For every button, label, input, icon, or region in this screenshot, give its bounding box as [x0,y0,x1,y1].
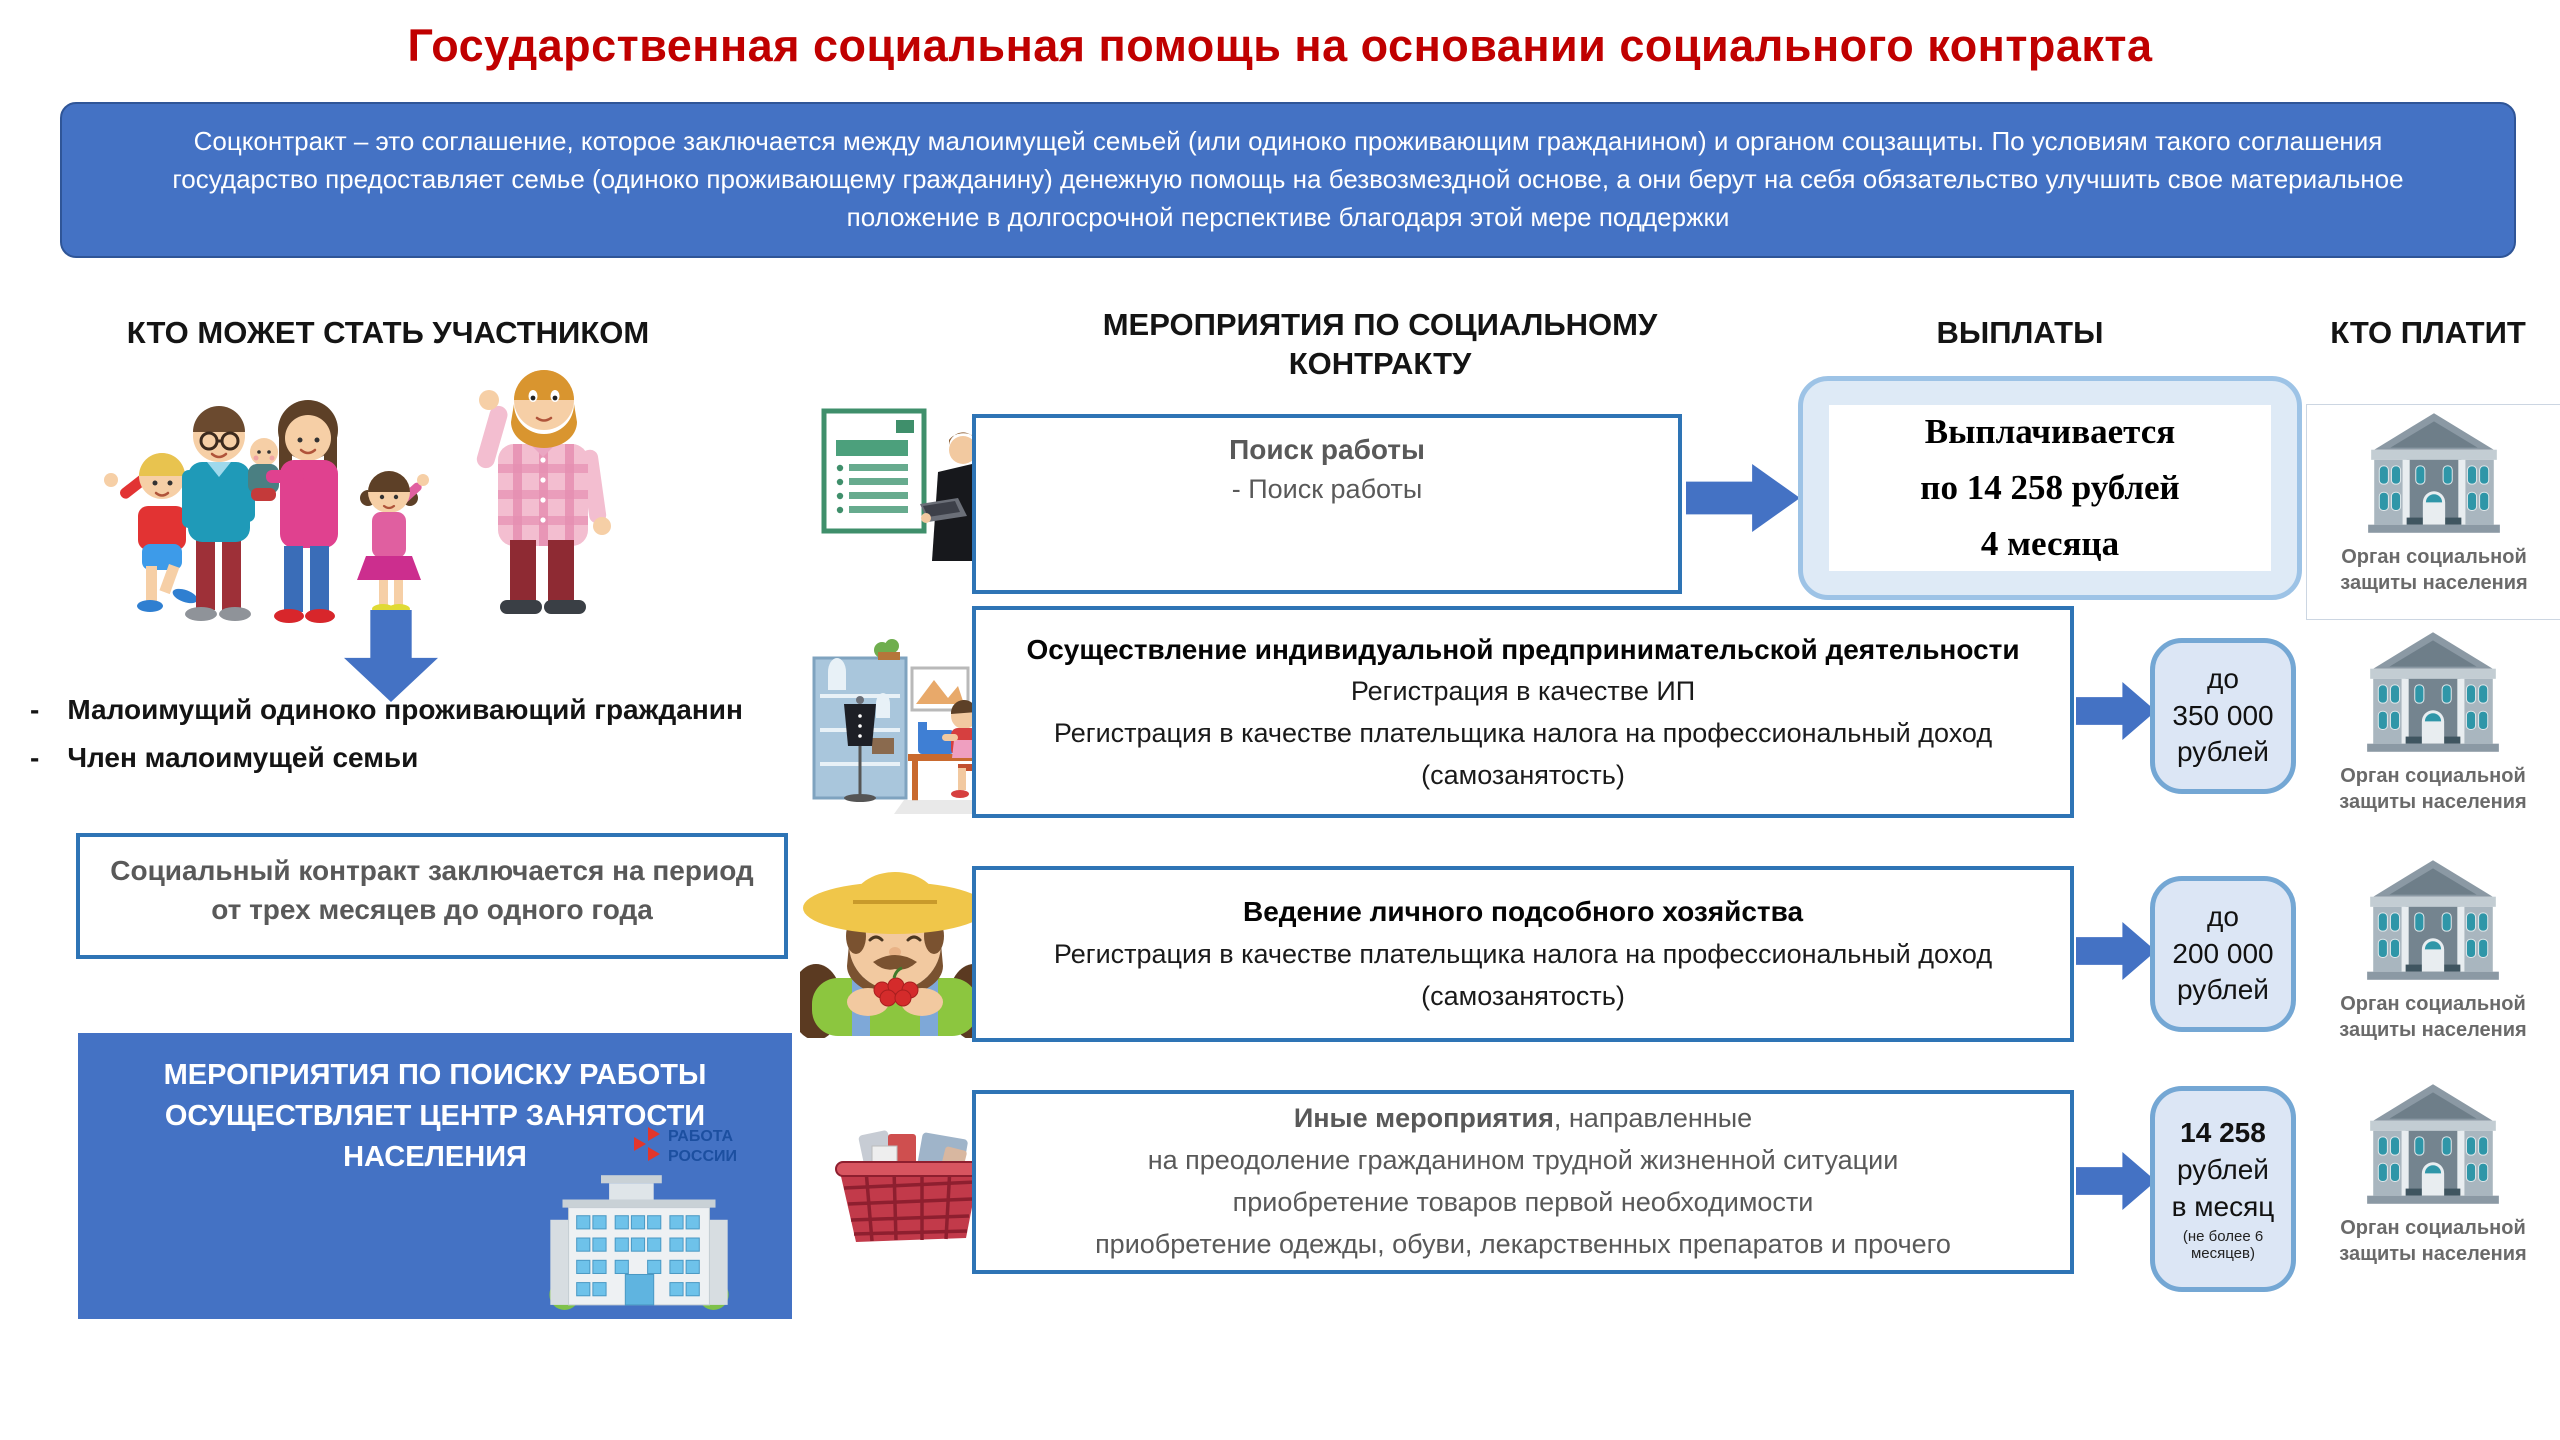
payment-line: 200 000 [2172,937,2274,969]
government-building-icon [2357,630,2509,754]
participant-bullet [24,694,824,726]
government-building-icon [2357,858,2509,982]
payer-label: Орган социальной защиты населения [2339,993,2527,1041]
activity-line: (самозанятость) [1421,759,1625,790]
payment-line: рублей [2177,1154,2269,1186]
payment-line: 350 000 [2172,699,2274,731]
activity-title: Поиск работы [1229,434,1425,465]
logo-line2: РОССИИ [668,1148,738,1165]
participant-bullet [24,742,824,774]
payer-label: Орган социальной защиты населения [2340,546,2528,594]
job-search-icon [820,406,995,564]
payment-line: рублей [2177,974,2269,1006]
mother-figure [266,400,338,623]
payment-pill-14258 [2150,1086,2296,1292]
activity-title [976,1098,2070,1140]
farming-icon [800,850,990,1038]
payment-pill-350000 [2150,638,2296,794]
activity-box-other [972,1090,2074,1274]
payer-heading: КТО ПЛАТИТ [2330,315,2526,350]
activity-line: Регистрация в качестве плательщика налога на профессиональный доход [1053,717,1993,748]
participants-heading: КТО МОЖЕТ СТАТЬ УЧАСТНИКОМ [126,315,650,350]
activity-title-bold: Иные мероприятия [1293,1103,1554,1134]
government-building-icon [2358,411,2510,535]
activity-box-entrepreneurship [972,606,2074,818]
payment-note: (не более 6 месяцев) [2182,1228,2264,1263]
payment-line: до [2207,900,2239,932]
payer-row [2306,852,2560,1043]
activity-line: (самозанятость) [1421,980,1625,1011]
activity-line: - Поиск работы [1231,474,1423,504]
payment-line: Выплачивается [1924,412,2176,451]
payment-line: до [2207,662,2239,694]
employment-center-line1: МЕРОПРИЯТИЯ ПО ПОИСКУ РАБОТЫ [163,1059,707,1091]
right-arrow-icon [2076,682,2156,740]
family-illustration [88,346,433,642]
self-employment-icon [812,616,997,818]
father-figure [182,406,255,621]
contract-period-text: Социальный контракт заключается на период от трех месяцев до одного года [110,855,754,926]
intro-banner [60,102,2516,258]
payments-heading: ВЫПЛАТЫ [1936,315,2104,350]
payer-label: Орган социальной защиты населения [2339,765,2527,813]
employment-center-panel [78,1033,792,1319]
intro-text: Соцконтракт – это соглашение, которое заключается между малоимущей семьей (или одиноко проживающим гражданином) и органом соцзащиты. По условиям такого соглашения государство предоставляет семье (одиноко проживающему гражданину) денежную помощь на безвозмездной основе, а они берут на себя обязательство улучшить свое материальное положение в долгосрочной перспективе благодаря этой мере поддержки [172,126,2404,232]
bullet-text: Член малоимущей семьи [67,742,419,773]
activity-title: Осуществление индивидуальной предпринимательской деятельности [1026,633,2020,665]
essentials-basket-icon [828,1110,993,1262]
office-building-icon [546,1161,732,1313]
waving-man-illustration [452,352,637,624]
payment-line: рублей [2177,736,2269,768]
activity-line: приобретение одежды, обуви, лекарственных препаратов и прочего [1095,1228,1951,1259]
participant-bullets [24,694,824,790]
government-building-icon [2357,1082,2509,1206]
payment-line: 4 месяца [1980,524,2120,563]
payment-line: в месяц [2171,1191,2275,1223]
payer-label: Орган социальной защиты населения [2339,1217,2527,1265]
payment-card-text [1829,405,2271,571]
payer-row [2306,404,2560,620]
activity-title-rest: , направленные [1553,1103,1753,1134]
right-arrow-icon [1686,464,1800,532]
bullet-dash: - [30,742,40,773]
baby-figure [248,438,279,501]
contract-period-note [76,833,788,959]
activity-line: на преодоление гражданином трудной жизненной ситуации [1147,1145,1899,1176]
payment-line: по 14 258 рублей [1920,468,2180,507]
payer-row [2306,624,2560,815]
activity-line: Регистрация в качестве ИП [1350,675,1696,706]
activity-line: приобретение товаров первой необходимости [1232,1187,1814,1217]
bullet-text: Малоимущий одиноко проживающий гражданин [67,694,743,725]
payer-row [2306,1076,2560,1267]
bullet-dash: - [30,694,40,725]
activity-box-farming [972,866,2074,1042]
activity-line: Регистрация в качестве плательщика налога на профессиональный доход [1053,938,1993,969]
payment-line: 14 258 [2180,1117,2266,1149]
page-title: Государственная социальная помощь на основании социального контракта [407,20,2153,71]
girl-figure [357,471,429,614]
payment-pill-200000 [2150,876,2296,1032]
activity-title: Ведение личного подсобного хозяйства [1242,896,1804,928]
activities-heading: МЕРОПРИЯТИЯ ПО СОЦИАЛЬНОМУ КОНТРАКТУ [1102,307,1658,381]
right-arrow-icon [2076,1152,2156,1210]
payment-card-job-search [1798,376,2302,600]
right-arrow-icon [2076,922,2156,980]
employment-center-line2: ОСУЩЕСТВЛЯЕТ ЦЕНТР ЗАНЯТОСТИ НАСЕЛЕНИЯ [164,1100,706,1174]
logo-line1: РАБОТА [668,1128,734,1145]
activity-box-job-search [972,414,1682,594]
